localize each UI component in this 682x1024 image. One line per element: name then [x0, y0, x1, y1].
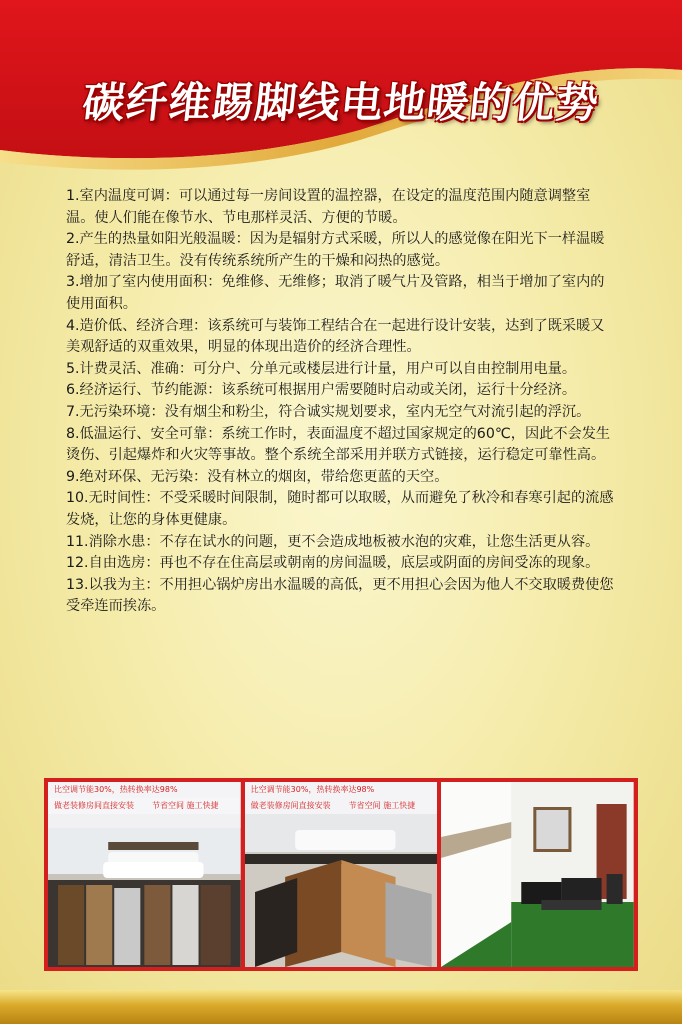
photo-banner-text: 比空调节能30%，热转换率达98% [250, 785, 375, 794]
showroom-photo-sofa [48, 782, 241, 967]
office-photo [441, 782, 634, 967]
showroom-photo-skirting [245, 782, 438, 967]
list-item: 3.增加了室内使用面积：免维修、无维修；取消了暖气片及管路，相当于增加了室内的使用面积。 [66, 274, 605, 312]
photo-banner-text: 节省空间 施工快捷 [152, 801, 219, 810]
list-item: 9.绝对环保、无污染：没有林立的烟囱，带给您更蓝的天空。 [66, 468, 449, 485]
photo-banner-text: 做老装修房间直接安装 [250, 801, 331, 810]
footer-band [0, 990, 682, 1024]
list-item: 1.室内温度可调：可以通过每一房间设置的温控器，在设定的温度范围内随意调整室温。使人们能在像节水、节电那样灵活、方便的节暖。 [66, 188, 591, 226]
list-item: 2.产生的热量如阳光般温暖：因为是辐射方式采暖，所以人的感觉像在阳光下一样温暖舒适，清洁卫生。没有传统系统所产生的干燥和闷热的感觉。 [66, 231, 605, 269]
list-item: 13.以我为主：不用担心锅炉房出水温暖的高低，更不用担心会因为他人不交取暖费使您受牵连而挨冻。 [66, 576, 614, 615]
photo-strip [44, 778, 638, 971]
list-item: 5.计费灵活、准确：可分户、分单元或楼层进行计量，用户可以自由控制用电量。 [66, 360, 577, 377]
list-item: 8.低温运行、安全可靠：系统工作时，表面温度不超过国家规定的60℃，因此不会发生烫伤、引起爆炸和火灾等事故。整个系统全部采用并联方式链接，运行稳定可靠性高。 [66, 425, 611, 464]
page-title: 碳纤维踢脚线电地暖的优势 [80, 78, 602, 127]
list-item: 4.造价低、经济合理：该系统可与装饰工程结合在一起进行设计安装，达到了既采暖又美观舒适的双重效果，明显的体现出造价的经济合理性。 [66, 317, 605, 356]
list-item: 7.无污染环境：没有烟尘和粉尘，符合诚实规划要求，室内无空气对流引起的浮沉。 [66, 403, 591, 420]
photo-banner-text: 比空调节能30%，热转换率达98% [54, 785, 178, 794]
list-item: 10.无时间性：不受采暖时间限制，随时都可以取暖，从而避免了秋冷和春寒引起的流感发烧，让您的身体更健康。 [66, 490, 614, 528]
advantages-list [66, 186, 614, 618]
list-item: 6.经济运行、节约能源：该系统可根据用户需要随时启动或关闭，运行十分经济。 [66, 382, 577, 399]
photo-banner-text: 节省空间 施工快捷 [348, 801, 416, 810]
list-item: 12.自由选房：再也不存在住高层或朝南的房间温暖，底层或阴面的房间受冻的现象。 [66, 555, 600, 572]
photo-banner-text: 做老装修房间直接安装 [54, 801, 134, 810]
list-item: 11.消除水患：不存在试水的问题，更不会造成地板被水泡的灾难，让您生活更从容。 [66, 533, 600, 550]
